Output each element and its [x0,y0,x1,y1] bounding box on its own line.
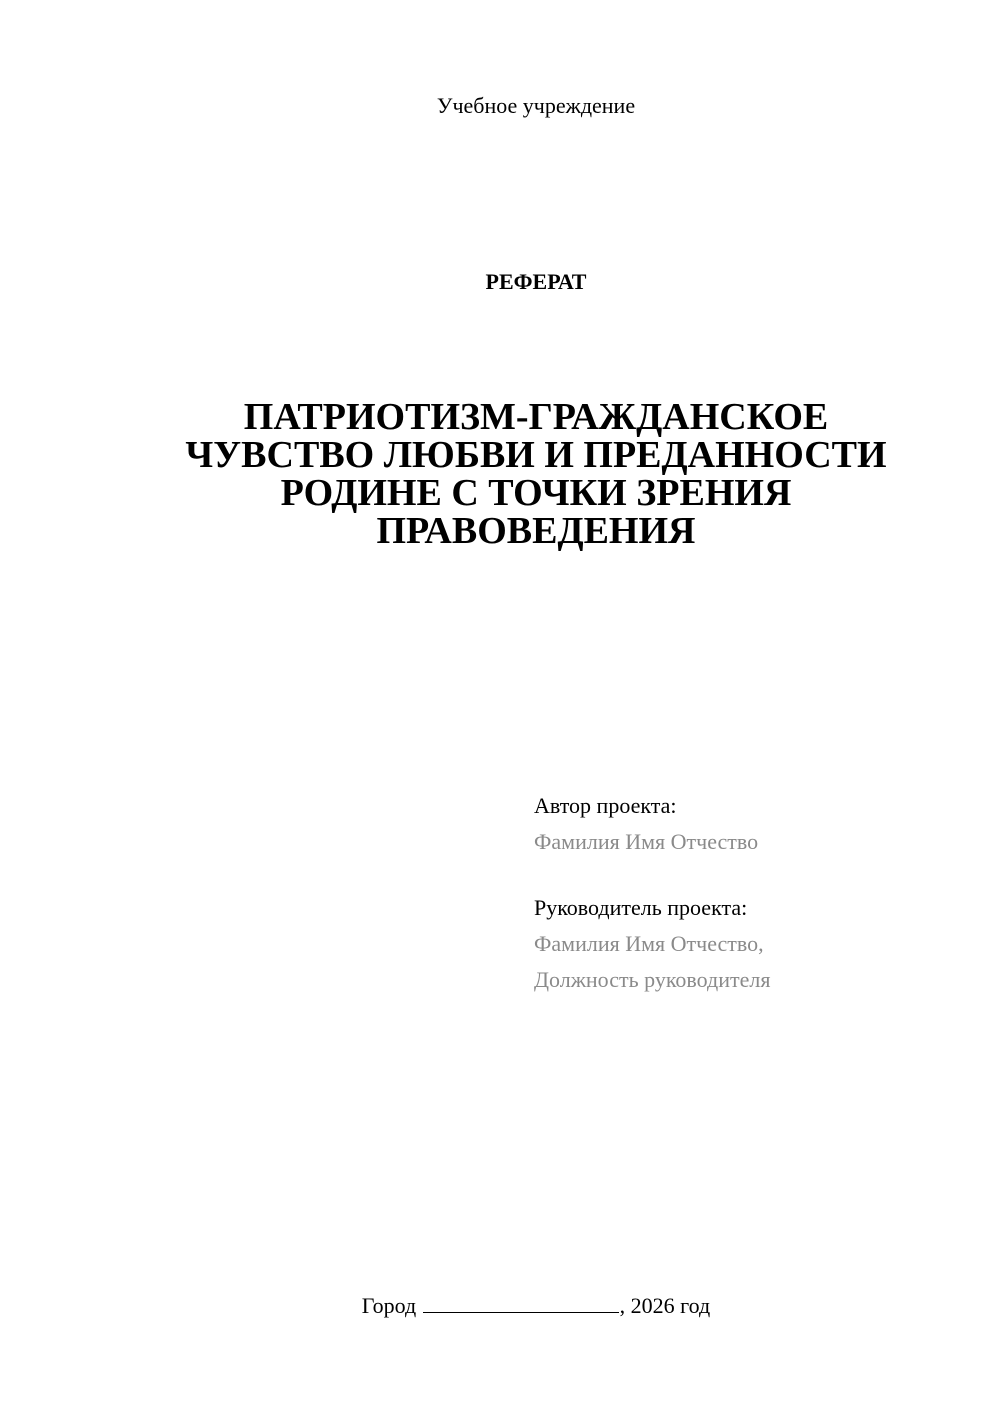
author-name: Фамилия Имя Отчество [534,829,759,854]
credits-spacer [534,860,974,890]
title-line: ПАТРИОТИЗМ-ГРАЖДАНСКОЕ [243,396,829,438]
city-year-line [0,1290,1000,1321]
document-title [150,398,922,550]
title-line: РОДИНЕ С ТОЧКИ ЗРЕНИЯ [280,472,792,514]
supervisor-label: Руководитель проекта: [534,895,748,920]
supervisor-position: Должность руководителя [534,967,771,992]
institution-name: Учебное учреждение [436,93,636,118]
title-line: ПРАВОВЕДЕНИЯ [376,510,696,552]
year-text: , 2026 год [619,1293,711,1318]
supervisor-name: Фамилия Имя Отчество, [534,931,764,956]
title-line: ЧУВСТВО ЛЮБВИ И ПРЕДАННОСТИ [185,434,887,476]
document-type: РЕФЕРАТ [485,269,587,294]
city-blank-line [423,1290,619,1313]
credits-block [534,788,974,998]
city-label: Город [361,1293,417,1318]
author-label: Автор проекта: [534,793,677,818]
